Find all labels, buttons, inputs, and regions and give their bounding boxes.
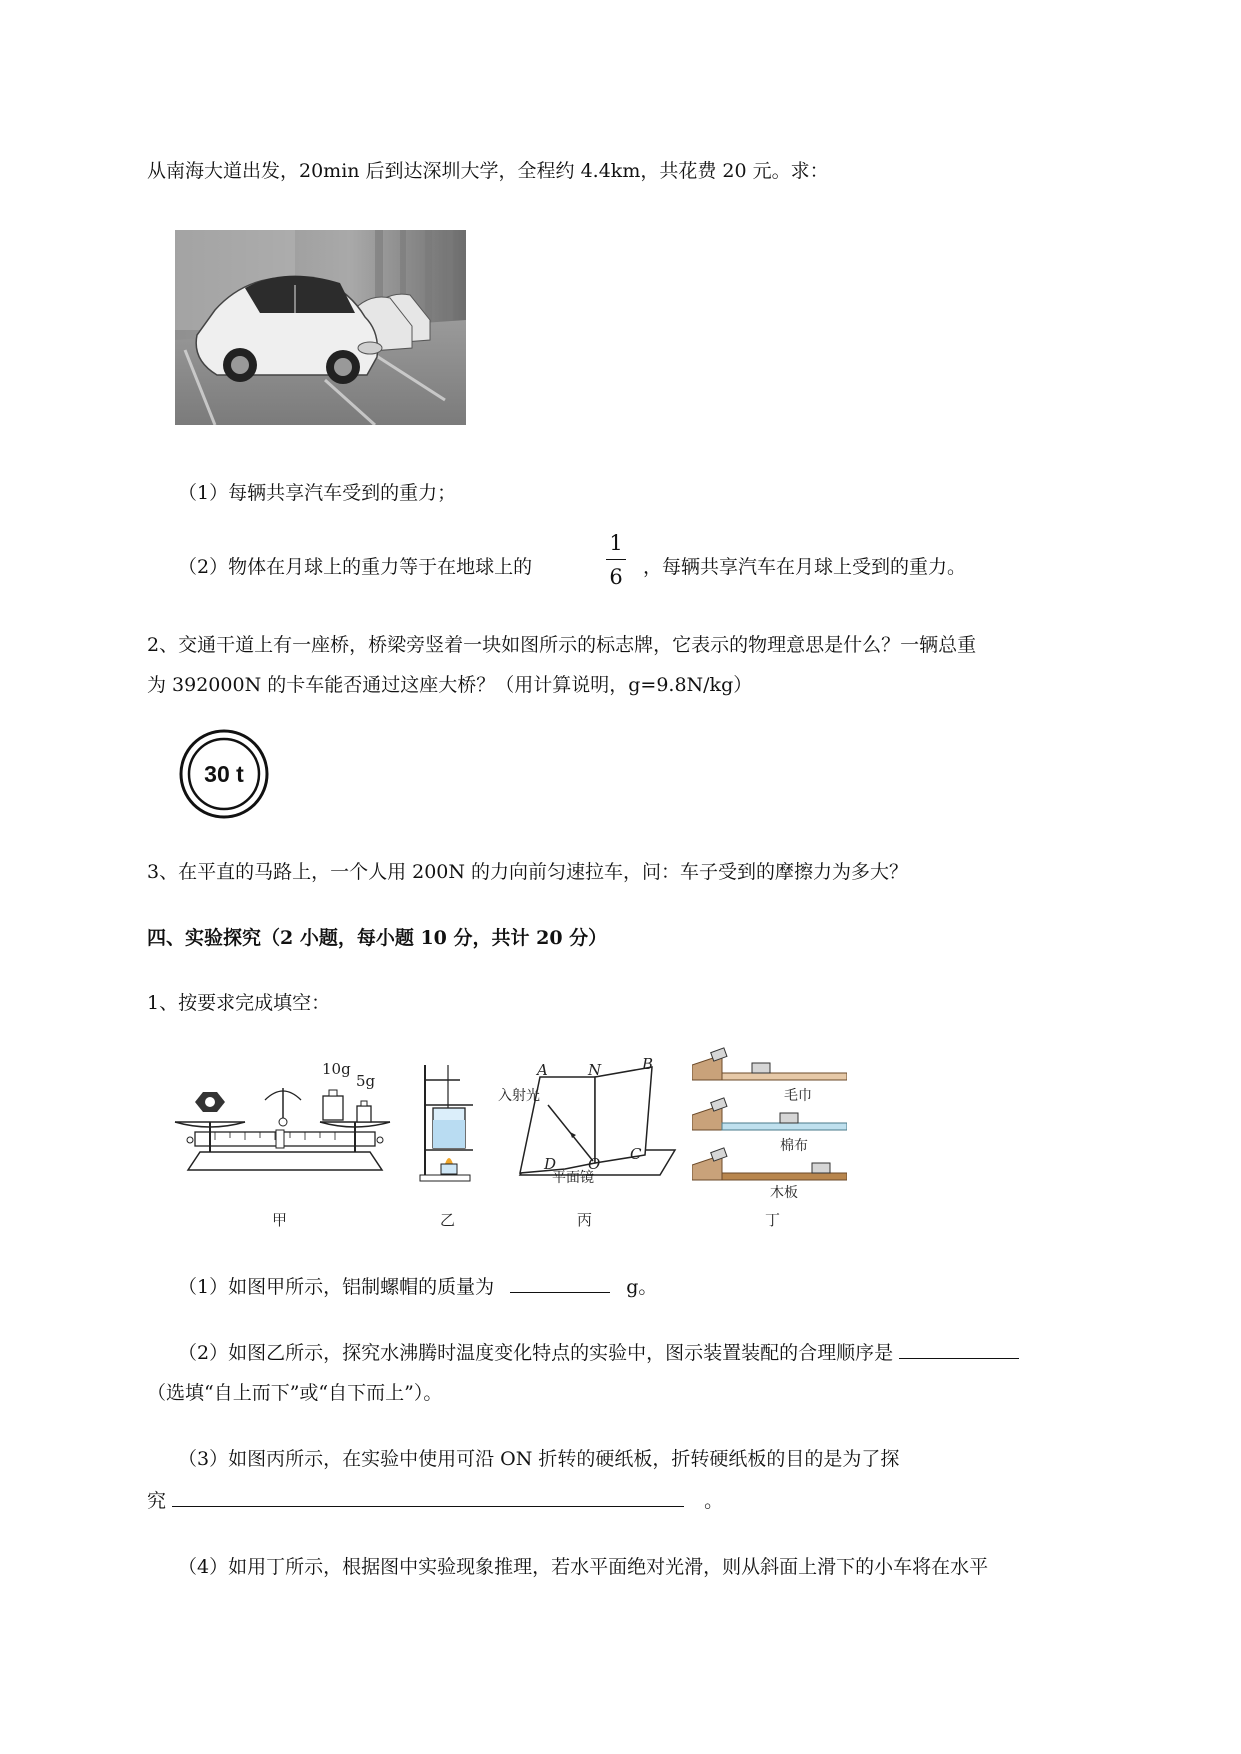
sign-text: 30 t	[204, 761, 244, 787]
surface-towel-label: 毛巾	[784, 1088, 812, 1104]
q2-line2: 为 392000N 的卡车能否通过这座大桥？（用计算说明，g=9.8N/kg）	[147, 674, 753, 696]
incident-light-label: 入射光	[498, 1088, 540, 1104]
q1-sub2-pre: （2）物体在月球上的重力等于在地球上的	[178, 556, 533, 578]
intro-text: 从南海大道出发，20min 后到达深圳大学，全程约 4.4km，共花费 20 元。求：	[147, 160, 829, 182]
label-c: C	[630, 1145, 642, 1163]
exp-sub4-line1: （4）如用丁所示，根据图中实验现象推理，若水平面绝对光滑，则从斜面上滑下的小车将在水平	[178, 1556, 989, 1578]
answer-blank-2[interactable]	[899, 1340, 1019, 1359]
exp-sub1-pre: （1）如图甲所示，铝制螺帽的质量为	[178, 1276, 495, 1298]
label-b: B	[642, 1055, 654, 1073]
label-n: N	[588, 1061, 602, 1079]
section-title: 四、实验探究（2 小题，每小题 10 分，共计 20 分）	[147, 927, 608, 949]
figure-label-bing: 丙	[577, 1211, 593, 1229]
q2-line1: 2、交通干道上有一座桥，桥梁旁竖着一块如图所示的标志牌，它表示的物理意思是什么？一辆总重	[147, 634, 977, 656]
label-o: O	[588, 1155, 601, 1173]
figure-balance	[170, 1060, 400, 1180]
weight-10g-label: 10g	[322, 1060, 351, 1078]
figure-plane-mirror	[500, 1055, 680, 1190]
mirror-label: 平面镜	[552, 1170, 594, 1186]
fraction-one-sixth	[606, 531, 626, 589]
q1-sub1: （1）每辆共享汽车受到的重力；	[178, 482, 457, 504]
fraction-denominator: 6	[609, 565, 623, 589]
exp-sub3-pre: 究	[147, 1490, 167, 1512]
figure-label-ding: 丁	[765, 1211, 781, 1229]
exp-sub1-post: g。	[626, 1276, 658, 1298]
exp-sub1	[178, 1272, 657, 1299]
exp1-title: 1、按要求完成填空：	[147, 992, 331, 1014]
label-a: A	[537, 1061, 548, 1079]
label-d: D	[544, 1155, 557, 1173]
shared-car-photo	[175, 230, 466, 425]
figure-label-jia: 甲	[272, 1211, 288, 1229]
answer-blank-1[interactable]	[510, 1274, 610, 1293]
exp-sub2-text: （2）如图乙所示，探究水沸腾时温度变化特点的实验中，图示装置装配的合理顺序是	[178, 1342, 894, 1364]
q3-line: 3、在平直的马路上，一个人用 200N 的力向前匀速拉车，问：车子受到的摩擦力为多大？	[147, 861, 909, 883]
exp-sub3-post: 。	[704, 1490, 724, 1512]
surface-cotton-label: 棉布	[780, 1138, 808, 1154]
figure-label-yi: 乙	[440, 1211, 456, 1229]
exp-sub3-line1: （3）如图丙所示，在实验中使用可沿 ON 折转的硬纸板，折转硬纸板的目的是为了探	[178, 1448, 900, 1470]
q1-sub2-post: ，每辆共享汽车在月球上受到的重力。	[643, 556, 967, 578]
weight-limit-sign	[178, 728, 270, 820]
weight-5g-label: 5g	[356, 1072, 376, 1090]
figure-boiling-apparatus	[415, 1060, 485, 1185]
exp-sub2-line2: （选填“自上而下”或“自下而上”）。	[147, 1382, 443, 1404]
exp-sub2-line1	[178, 1338, 1019, 1365]
exp-sub3-line2	[147, 1486, 723, 1513]
answer-blank-3[interactable]	[172, 1488, 684, 1507]
figure-friction-ramps	[692, 1045, 847, 1201]
surface-wood-label: 木板	[770, 1185, 798, 1201]
fraction-bar	[606, 559, 626, 560]
fraction-numerator: 1	[609, 531, 623, 555]
